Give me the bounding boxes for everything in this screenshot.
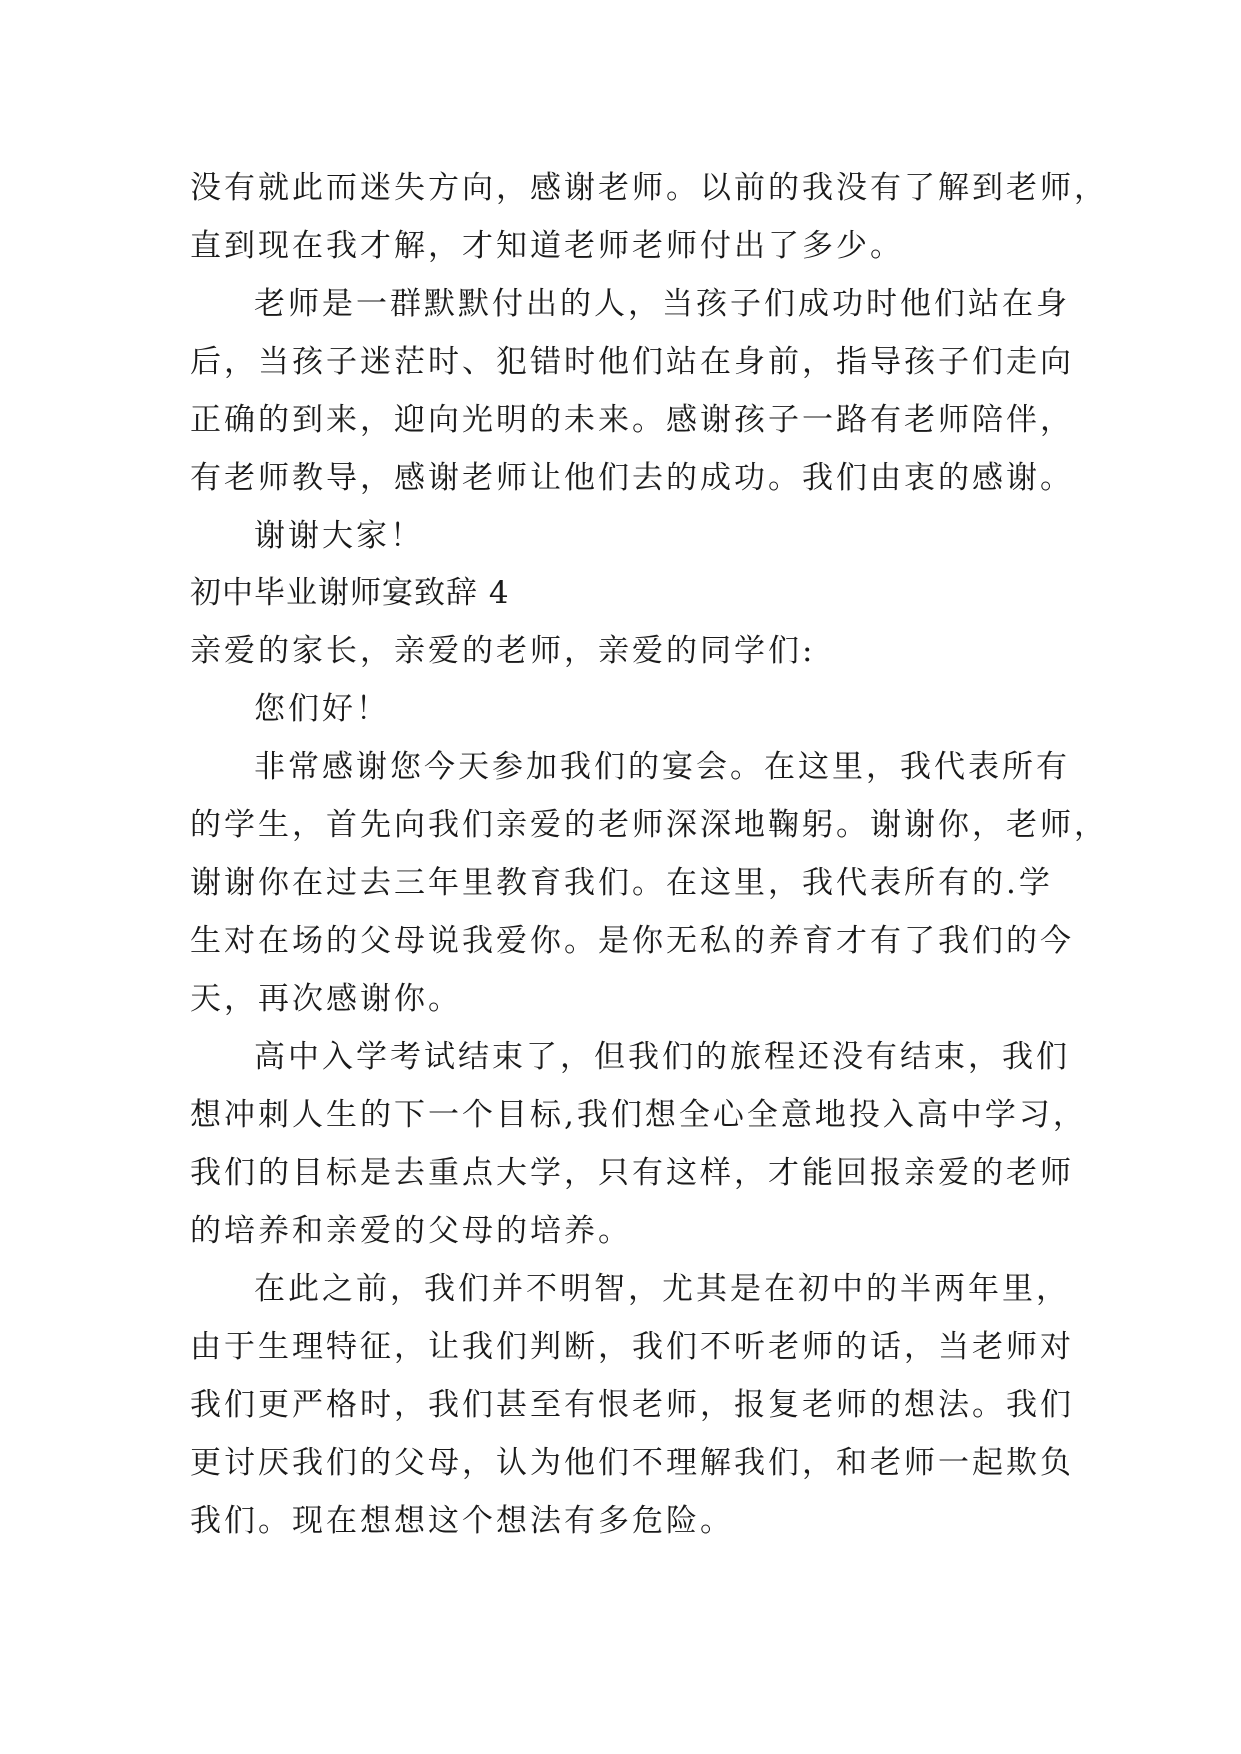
- paragraph-line: 没有就此而迷失方向，感谢老师。以前的我没有了解到老师，: [190, 170, 1108, 206]
- paragraph-line: 我们。现在想想这个想法有多危险。: [190, 1503, 734, 1539]
- paragraph-line: 的培养和亲爱的父母的培养。: [190, 1213, 632, 1249]
- section-heading: 初中毕业谢师宴致辞 4: [190, 575, 510, 611]
- paragraph-line: 正确的到来，迎向光明的未来。感谢孩子一路有老师陪伴，: [190, 402, 1074, 438]
- paragraph-line: 天，再次感谢你。: [190, 981, 462, 1017]
- paragraph-line: 老师是一群默默付出的人，当孩子们成功时他们站在身: [254, 286, 1070, 322]
- paragraph-line: 非常感谢您今天参加我们的宴会。在这里，我代表所有: [254, 749, 1070, 785]
- paragraph-line: 谢谢你在过去三年里教育我们。在这里，我代表所有的.学: [190, 865, 1053, 901]
- paragraph-line: 高中入学考试结束了，但我们的旅程还没有结束，我们: [254, 1039, 1070, 1075]
- paragraph-line: 生对在场的父母说我爱你。是你无私的养育才有了我们的今: [190, 923, 1074, 959]
- paragraph-line: 我们的目标是去重点大学，只有这样，才能回报亲爱的老师: [190, 1155, 1074, 1191]
- paragraph-line: 后，当孩子迷茫时、犯错时他们站在身前，指导孩子们走向: [190, 344, 1074, 380]
- closing-line: 谢谢大家！: [254, 518, 424, 554]
- paragraph-line: 有老师教导，感谢老师让他们去的成功。我们由衷的感谢。: [190, 460, 1074, 496]
- paragraph-line: 更讨厌我们的父母，认为他们不理解我们，和老师一起欺负: [190, 1445, 1074, 1481]
- paragraph-line: 的学生，首先向我们亲爱的老师深深地鞠躬。谢谢你，老师，: [190, 807, 1108, 843]
- paragraph-line: 想冲刺人生的下一个目标,我们想全心全意地投入高中学习，: [190, 1097, 1087, 1133]
- paragraph-line: 在此之前，我们并不明智，尤其是在初中的半两年里，: [254, 1271, 1070, 1307]
- greeting-line: 您们好！: [254, 691, 390, 727]
- paragraph-line: 由于生理特征，让我们判断，我们不听老师的话，当老师对: [190, 1329, 1074, 1365]
- paragraph-line: 我们更严格时，我们甚至有恨老师，报复老师的想法。我们: [190, 1387, 1074, 1423]
- salutation-line: 亲爱的家长，亲爱的老师，亲爱的同学们:: [190, 633, 816, 669]
- paragraph-line: 直到现在我才解，才知道老师老师付出了多少。: [190, 228, 904, 264]
